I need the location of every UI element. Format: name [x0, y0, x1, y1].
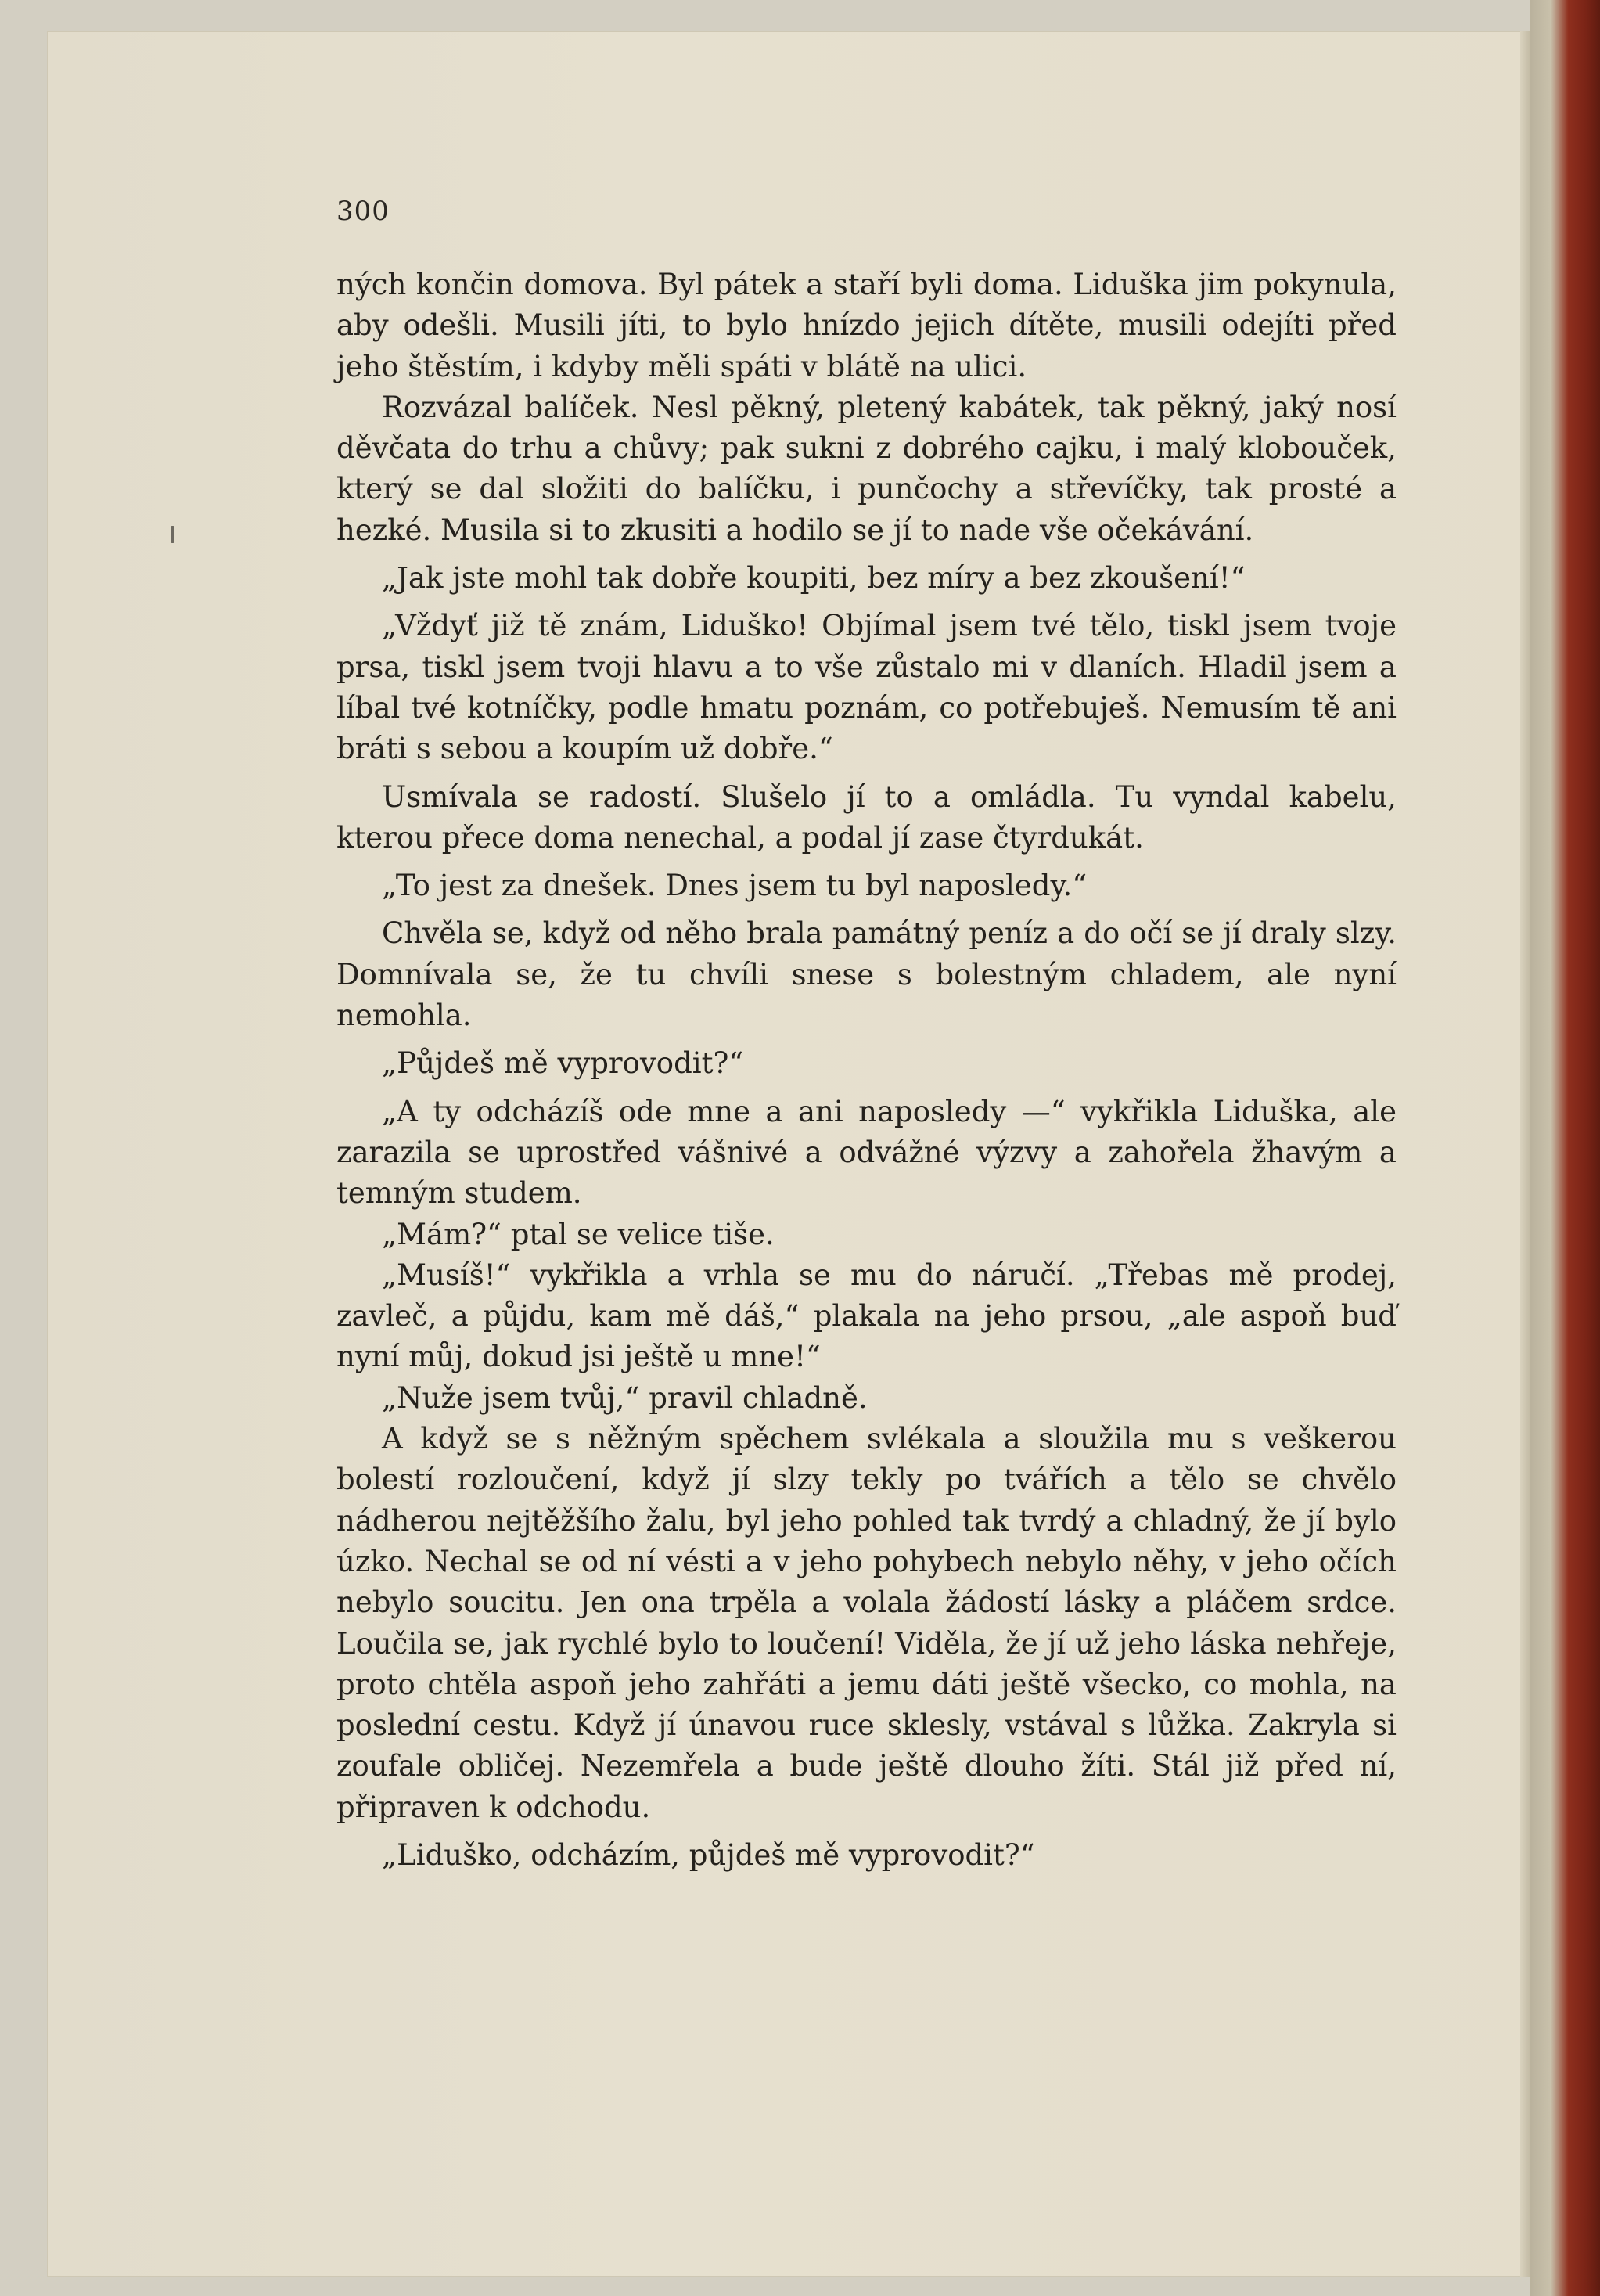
paragraph-5: Usmívala se radostí. Slušelo jí to a omládla. Tu vyndal kabelu, kterou přece doma nenechal, a podal jí zase čtyrdukát. — [336, 779, 1397, 855]
book-spine — [1530, 0, 1600, 2296]
paragraph-2: Rozvázal balíček. Nesl pěkný, pletený kabátek, tak pěkný, jaký nosí děvčata do trhu a chůvy; pak sukni z dobrého cajku, i malý klobouček, který se dal složiti do balíčku, i punčochy a střevíčky, tak prosté a hezké. Musila si to zkusiti a hodilo se jí to nade vše očekávání. — [336, 390, 1397, 547]
paragraph-6: „To jest za dnešek. Dnes jsem tu byl naposledy.“ — [382, 869, 1088, 903]
body-text — [336, 265, 1397, 1876]
paragraph-4: „Vždyť již tě znám, Liduško! Objímal jsem tvé tělo, tiskl jsem tvoje prsa, tiskl jsem tvoji hlavu a to vše zůstalo mi v dlaních. Hladil jsem a líbal tvé kotníčky, podle hmatu poznám, co potřebuješ. Nemusím tě ani bráti s sebou a koupím už dobře.“ — [336, 609, 1397, 766]
paragraph-1: ných končin domova. Byl pátek a staří byli doma. Liduška jim pokynula, aby odešli. Musili jíti, to bylo hnízdo jejich dítěte, musili odejíti před jeho štěstím, i kdyby měli spáti v blátě na ulici. — [336, 268, 1397, 383]
paragraph-10: „Mám?“ ptal se velice tiše. — [382, 1217, 775, 1251]
paragraph-8: „Půjdeš mě vyprovodit?“ — [382, 1046, 744, 1081]
paragraph-7: Chvěla se, když od něho brala památný peníz a do očí se jí draly slzy. Domnívala se, že tu chvíli snese s bolestným chladem, ale nyní nemohla. — [336, 916, 1397, 1033]
paragraph-3: „Jak jste mohl tak dobře koupiti, bez míry a bez zkoušení!“ — [382, 561, 1246, 596]
paragraph-14: „Liduško, odcházím, půjdeš mě vyprovodit?“ — [382, 1837, 1035, 1872]
paragraph-13: A když se s něžným spěchem svlékala a sloužila mu s veškerou bolestí rozloučení, když jí slzy tekly po tvářích a tělo se chvělo nádherou nejtěžšího žalu, byl jeho pohled tak tvrdý a chladný, že jí bylo úzko. Nechal se od ní vésti a v jeho pohybech nebylo něhy, v jeho očích nebylo soucitu. Jen ona trpěla a volala žádostí lásky a pláčem srdce. Loučila se, jak rychlé bylo to loučení! Viděla, že jí už jeho láska nehřeje, proto chtěla aspoň jeho zahřáti a jemu dáti ještě všecko, co mohla, na poslední cestu. Když jí únavou ruce sklesly, vstával s lůžka. Zakryla si zoufale obličej. Nezemřela a bude ještě dlouho žíti. Stál již před ní, připraven k odchodu. — [336, 1422, 1397, 1824]
page-edge — [1520, 31, 1530, 2277]
margin-mark — [171, 526, 174, 543]
paragraph-11: „Musíš!“ vykřikla a vrhla se mu do náručí. „Třebas mě prodej, zavleč, a půjdu, kam mě dáš,“ plakala na jeho prsou, „ale aspoň buď nyní můj, dokud jsi ještě u mne!“ — [336, 1258, 1397, 1374]
page-number: 300 — [336, 196, 390, 227]
paragraph-12: „Nuže jsem tvůj,“ pravil chladně. — [382, 1380, 868, 1415]
paragraph-9: „A ty odcházíš ode mne a ani naposledy —“ vykřikla Liduška, ale zarazila se uprostřed vášnivé a odvážné výzvy a zahořela žhavým a temným studem. — [336, 1094, 1397, 1211]
